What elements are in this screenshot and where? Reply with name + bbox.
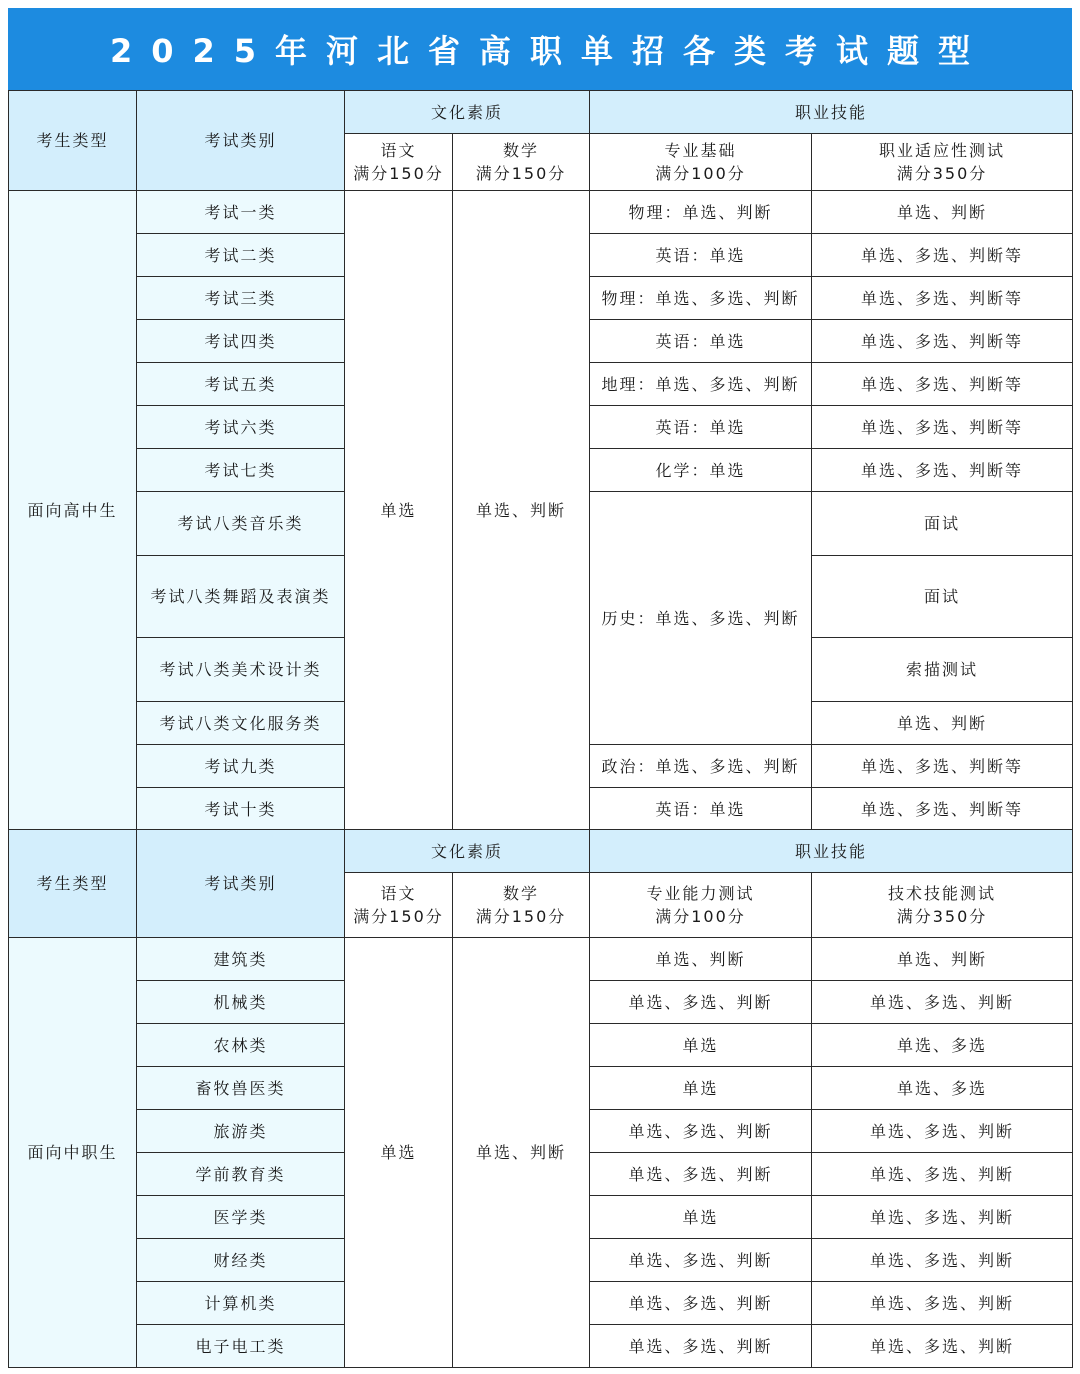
header-aptitude-test bbox=[812, 134, 1073, 191]
skill-question-type: 单选、多选、判断 bbox=[812, 1239, 1073, 1282]
exam-category-cell: 考试八类美术设计类 bbox=[137, 638, 345, 702]
ability-question-type: 单选、多选、判断 bbox=[590, 1239, 812, 1282]
vocational-school-table bbox=[8, 829, 1073, 1368]
header-technical-skill-label: 技术技能测试 bbox=[888, 884, 997, 903]
header-professional-ability-label: 专业能力测试 bbox=[646, 884, 755, 903]
exam-category-cell: 畜牧兽医类 bbox=[137, 1067, 345, 1110]
title-banner bbox=[8, 8, 1072, 90]
skill-question-type: 单选、多选、判断 bbox=[812, 1325, 1073, 1368]
header-vocational: 职业技能 bbox=[590, 91, 1073, 134]
ability-question-type: 单选、多选、判断 bbox=[590, 1325, 812, 1368]
skill-question-type: 单选、判断 bbox=[812, 938, 1073, 981]
skill-question-type: 单选、多选 bbox=[812, 1067, 1073, 1110]
exam-category-cell: 机械类 bbox=[137, 981, 345, 1024]
exam-category-cell: 医学类 bbox=[137, 1196, 345, 1239]
test-question-type: 单选、判断 bbox=[812, 702, 1073, 745]
test-question-type: 单选、多选、判断等 bbox=[812, 363, 1073, 406]
skill-question-type: 单选、多选、判断 bbox=[812, 1110, 1073, 1153]
ability-question-type: 单选、判断 bbox=[590, 938, 812, 981]
math-question-type: 单选、判断 bbox=[453, 938, 590, 1368]
header-math-score: 满分150分 bbox=[475, 907, 567, 926]
header-aptitude-test-label: 职业适应性测试 bbox=[879, 141, 1006, 160]
exam-category-cell: 考试八类文化服务类 bbox=[137, 702, 345, 745]
skill-question-type: 单选、多选、判断 bbox=[812, 1153, 1073, 1196]
exam-category-cell: 考试十类 bbox=[137, 788, 345, 831]
header-professional-ability bbox=[590, 873, 812, 938]
base-question-type: 化学：单选 bbox=[590, 449, 812, 492]
chinese-question-type: 单选 bbox=[345, 191, 453, 831]
header-chinese bbox=[345, 873, 453, 938]
exam-category-cell: 考试八类音乐类 bbox=[137, 492, 345, 556]
exam-category-cell: 考试八类舞蹈及表演类 bbox=[137, 556, 345, 638]
test-question-type: 单选、判断 bbox=[812, 191, 1073, 234]
test-question-type: 单选、多选、判断等 bbox=[812, 788, 1073, 831]
header-professional-base-label: 专业基础 bbox=[664, 141, 737, 160]
ability-question-type: 单选 bbox=[590, 1024, 812, 1067]
test-question-type: 单选、多选、判断等 bbox=[812, 406, 1073, 449]
header-math bbox=[453, 134, 590, 191]
exam-category-cell: 财经类 bbox=[137, 1239, 345, 1282]
exam-category-cell: 旅游类 bbox=[137, 1110, 345, 1153]
header-professional-ability-score: 满分100分 bbox=[655, 907, 746, 926]
exam-category-cell: 考试五类 bbox=[137, 363, 345, 406]
exam-category-cell: 考试三类 bbox=[137, 277, 345, 320]
test-question-type: 单选、多选、判断等 bbox=[812, 449, 1073, 492]
header-chinese-label: 语文 bbox=[380, 884, 417, 903]
exam-category-cell: 考试一类 bbox=[137, 191, 345, 234]
test-question-type: 单选、多选、判断等 bbox=[812, 745, 1073, 788]
exam-category-cell: 考试六类 bbox=[137, 406, 345, 449]
skill-question-type: 单选、多选 bbox=[812, 1024, 1073, 1067]
chinese-question-type: 单选 bbox=[345, 938, 453, 1368]
header-math-label: 数学 bbox=[503, 884, 540, 903]
math-question-type: 单选、判断 bbox=[453, 191, 590, 831]
ability-question-type: 单选 bbox=[590, 1067, 812, 1110]
header-exam-category: 考试类别 bbox=[137, 830, 345, 938]
student-group-high-school: 面向高中生 bbox=[9, 191, 137, 831]
header-technical-skill-score: 满分350分 bbox=[896, 907, 988, 926]
header-exam-category: 考试类别 bbox=[137, 91, 345, 191]
base-question-type: 英语：单选 bbox=[590, 320, 812, 363]
exam-category-cell: 建筑类 bbox=[137, 938, 345, 981]
header-chinese-score: 满分150分 bbox=[353, 907, 444, 926]
base-question-type: 地理：单选、多选、判断 bbox=[590, 363, 812, 406]
header-professional-base-score: 满分100分 bbox=[655, 164, 746, 183]
header-math-score: 满分150分 bbox=[475, 164, 567, 183]
header-vocational: 职业技能 bbox=[590, 830, 1073, 873]
base-question-type: 英语：单选 bbox=[590, 234, 812, 277]
exam-category-cell: 计算机类 bbox=[137, 1282, 345, 1325]
exam-category-cell: 电子电工类 bbox=[137, 1325, 345, 1368]
test-question-type: 面试 bbox=[812, 556, 1073, 638]
header-math bbox=[453, 873, 590, 938]
header-culture: 文化素质 bbox=[345, 830, 590, 873]
base-question-type: 物理：单选、多选、判断 bbox=[590, 277, 812, 320]
test-question-type: 面试 bbox=[812, 492, 1073, 556]
exam-category-cell: 农林类 bbox=[137, 1024, 345, 1067]
high-school-table bbox=[8, 90, 1073, 831]
ability-question-type: 单选、多选、判断 bbox=[590, 1110, 812, 1153]
base-question-type: 政治：单选、多选、判断 bbox=[590, 745, 812, 788]
base-question-type: 英语：单选 bbox=[590, 406, 812, 449]
skill-question-type: 单选、多选、判断 bbox=[812, 981, 1073, 1024]
exam-category-cell: 考试七类 bbox=[137, 449, 345, 492]
test-question-type: 单选、多选、判断等 bbox=[812, 277, 1073, 320]
header-student-type: 考生类型 bbox=[9, 91, 137, 191]
test-question-type: 单选、多选、判断等 bbox=[812, 234, 1073, 277]
header-technical-skill bbox=[812, 873, 1073, 938]
exam-category-cell: 考试四类 bbox=[137, 320, 345, 363]
student-group-vocational: 面向中职生 bbox=[9, 938, 137, 1368]
ability-question-type: 单选、多选、判断 bbox=[590, 1153, 812, 1196]
header-chinese-score: 满分150分 bbox=[353, 164, 444, 183]
header-math-label: 数学 bbox=[503, 141, 540, 160]
exam-category-cell: 考试二类 bbox=[137, 234, 345, 277]
test-question-type: 单选、多选、判断等 bbox=[812, 320, 1073, 363]
history-question-type: 历史：单选、多选、判断 bbox=[590, 492, 812, 745]
test-question-type: 索描测试 bbox=[812, 638, 1073, 702]
base-question-type: 物理：单选、判断 bbox=[590, 191, 812, 234]
exam-category-cell: 学前教育类 bbox=[137, 1153, 345, 1196]
exam-category-cell: 考试九类 bbox=[137, 745, 345, 788]
ability-question-type: 单选 bbox=[590, 1196, 812, 1239]
header-chinese bbox=[345, 134, 453, 191]
skill-question-type: 单选、多选、判断 bbox=[812, 1196, 1073, 1239]
skill-question-type: 单选、多选、判断 bbox=[812, 1282, 1073, 1325]
header-professional-base bbox=[590, 134, 812, 191]
header-student-type: 考生类型 bbox=[9, 830, 137, 938]
ability-question-type: 单选、多选、判断 bbox=[590, 981, 812, 1024]
ability-question-type: 单选、多选、判断 bbox=[590, 1282, 812, 1325]
header-aptitude-test-score: 满分350分 bbox=[896, 164, 988, 183]
base-question-type: 英语：单选 bbox=[590, 788, 812, 831]
header-chinese-label: 语文 bbox=[380, 141, 417, 160]
header-culture: 文化素质 bbox=[345, 91, 590, 134]
page-title: 2025年河北省高职单招各类考试题型 bbox=[109, 32, 990, 70]
